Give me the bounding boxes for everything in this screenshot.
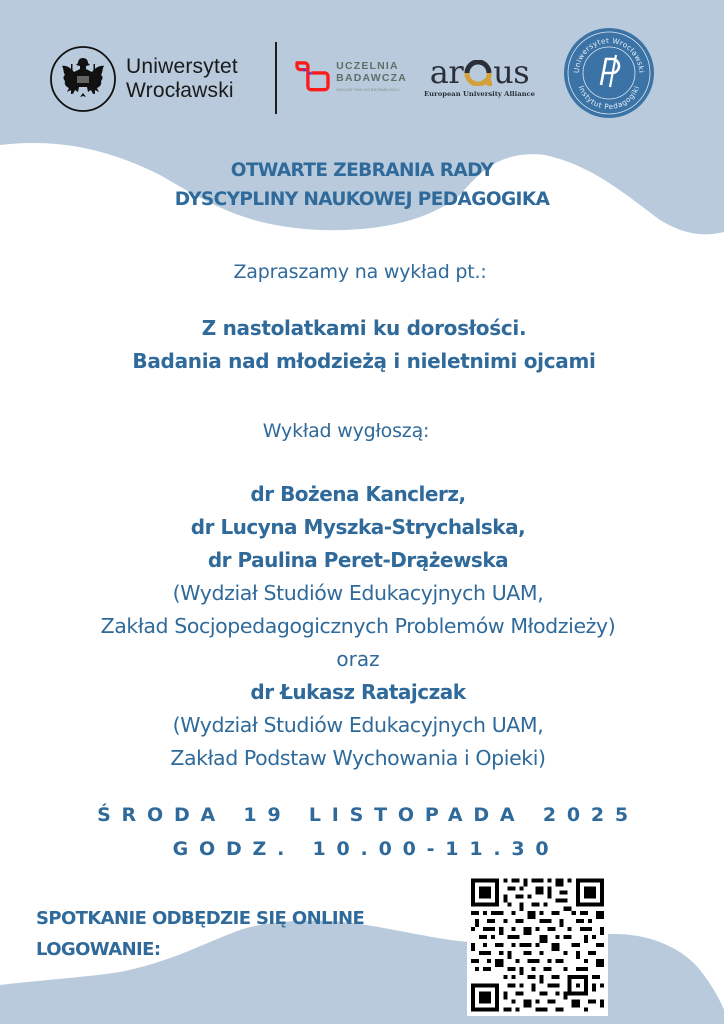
conjunction-text: oraz <box>336 647 380 671</box>
event-date: ŚRODA 19 LISTOPADA 2025 <box>97 804 639 826</box>
ub-line2: BADAWCZA <box>336 71 407 84</box>
ub-text <box>336 60 407 96</box>
speaker-name: dr Lucyna Myszka-Strychalska, <box>190 515 526 539</box>
title-line2: DYSCYPLINY NAUKOWEJ PEDAGOGIKA <box>174 189 550 210</box>
uwr-name-line2: Wrocławski <box>126 79 234 102</box>
ip-monogram-icon <box>563 27 655 119</box>
qr-code[interactable] <box>467 874 608 1016</box>
arqus-wordmark <box>422 55 537 89</box>
title-line1: OTWARTE ZEBRANIA RADY <box>230 160 494 181</box>
logo-divider <box>275 42 277 114</box>
arqus-logo <box>422 55 537 105</box>
event-time: GODZ. 10.00-11.30 <box>172 838 560 860</box>
speaker-name: dr Paulina Peret-Drążewska <box>207 548 509 572</box>
arqus-q-icon <box>464 60 492 86</box>
arqus-left: ar <box>429 53 464 91</box>
institute-badge <box>563 27 655 119</box>
speaker-name: dr Łukasz Ratajczak <box>250 680 466 704</box>
ub-line1: UCZELNIA <box>336 59 399 72</box>
uwr-name-line1: Uniwersytet <box>126 55 238 78</box>
speaker-name: dr Bożena Kanclerz, <box>250 482 466 506</box>
login-label: LOGOWANIE: <box>36 939 161 960</box>
speakers-label: Wykład wygłoszą: <box>262 420 430 442</box>
eagle-crest-icon <box>48 44 118 114</box>
affiliation-line2: Zakład Podstaw Wychowania i Opieki) <box>170 746 546 770</box>
speakers-group-1 <box>0 478 720 775</box>
online-line1: SPOTKANIE ODBĘDZIE SIĘ ONLINE <box>36 908 365 929</box>
arqus-right: us <box>493 53 530 91</box>
uwr-logo <box>48 40 288 118</box>
page-title <box>0 156 724 214</box>
uczelnia-badawcza-logo <box>292 50 407 105</box>
affiliation-line1: (Wydział Studiów Edukacyjnych UAM, <box>172 581 544 605</box>
ub-ribbon-icon <box>292 54 332 102</box>
invite-text: Zapraszamy na wykład pt.: <box>233 261 487 283</box>
lecture-title-line2: Badania nad młodzieżą i nieletnimi ojcami <box>132 349 596 373</box>
online-info <box>36 903 364 965</box>
svg-text:Uniwersytet Wrocławski: Uniwersytet Wrocławski <box>571 35 647 74</box>
qr-code-icon <box>467 874 608 1016</box>
lecture-title-line1: Z nastolatkami ku dorosłości. <box>201 316 527 340</box>
ub-subline: INICJATYWA DOSKONAŁOŚCI <box>336 86 400 92</box>
arqus-tagline: European University Alliance <box>423 90 536 98</box>
affiliation-line1: (Wydział Studiów Edukacyjnych UAM, <box>172 713 544 737</box>
lecture-title <box>2 312 724 378</box>
affiliation-line2: Zakład Socjopedagogicznych Problemów Młodzieży) <box>100 614 616 638</box>
svg-text:Instytut Pedagogiki: Instytut Pedagogiki <box>576 84 642 112</box>
uwr-name <box>126 55 238 103</box>
